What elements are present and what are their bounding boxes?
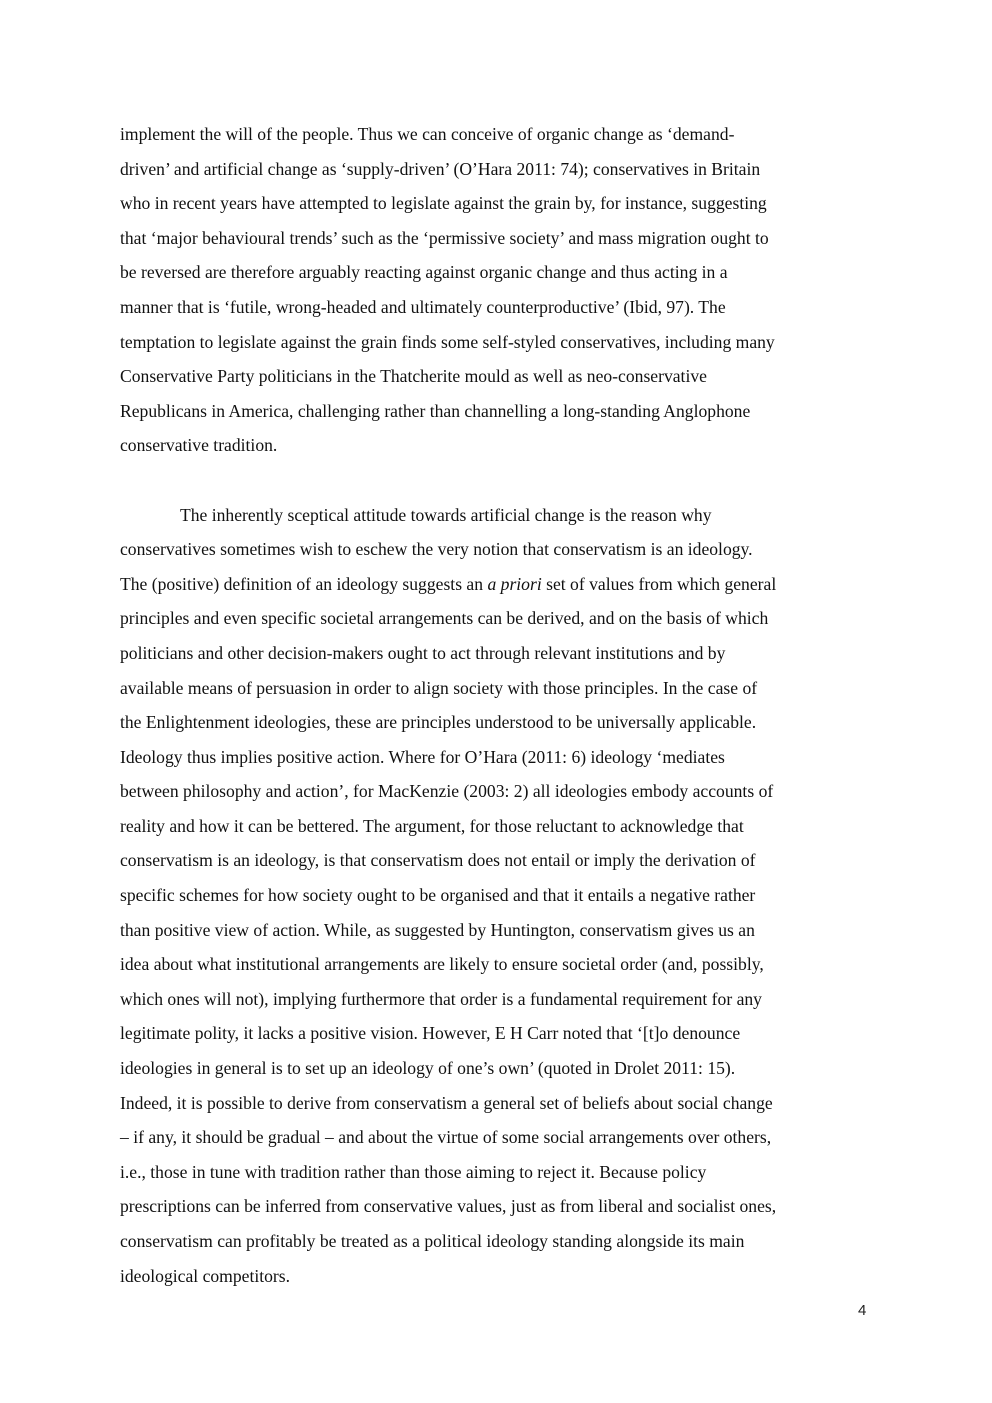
text-line-with-italic bbox=[120, 567, 868, 602]
paragraph-spacer bbox=[120, 463, 868, 498]
text-line: politicians and other decision-makers ought to act through relevant institutions and by bbox=[120, 642, 726, 663]
text-line: – if any, it should be gradual – and about the virtue of some social arrangements over others, bbox=[120, 1127, 772, 1148]
paragraph-2 bbox=[120, 498, 868, 1294]
text-line: which ones will not), implying furthermore that order is a fundamental requirement for any bbox=[120, 988, 762, 1009]
text-line: the Enlightenment ideologies, these are principles understood to be universally applicable. bbox=[120, 712, 757, 733]
text-fragment: set of values from which general bbox=[541, 573, 777, 594]
text-line: between philosophy and action’, for MacKenzie (2003: 2) all ideologies embody accounts of bbox=[120, 781, 774, 802]
text-line: Ideology thus implies positive action. Where for O’Hara (2011: 6) ideology ‘mediates bbox=[120, 746, 725, 767]
text-line: conservatism is an ideology, is that conservatism does not entail or imply the derivation of bbox=[120, 850, 756, 871]
text-line: specific schemes for how society ought to be organised and that it entails a negative rather bbox=[120, 885, 756, 906]
text-line: legitimate polity, it lacks a positive vision. However, E H Carr noted that ‘[t]o denounce bbox=[120, 1023, 741, 1044]
text-line: driven’ and artificial change as ‘supply-driven’ (O’Hara 2011: 74); conservatives in Britain bbox=[120, 158, 761, 179]
text-line: conservatives sometimes wish to eschew the very notion that conservatism is an ideology. bbox=[120, 539, 753, 560]
text-line: reality and how it can be bettered. The argument, for those reluctant to acknowledge that bbox=[120, 815, 744, 836]
text-line: implement the will of the people. Thus we can conceive of organic change as ‘demand- bbox=[120, 124, 735, 144]
text-line: available means of persuasion in order to align society with those principles. In the case of bbox=[120, 677, 758, 698]
body-text bbox=[120, 117, 868, 1293]
text-line: prescriptions can be inferred from conservative values, just as from liberal and socialist ones, bbox=[120, 1196, 777, 1217]
text-line: conservatism can profitably be treated as a political ideology standing alongside its main bbox=[120, 1231, 745, 1251]
text-fragment: The (positive) definition of an ideology suggests an bbox=[120, 573, 488, 594]
text-line: ideologies in general is to set up an ideology of one’s own’ (quoted in Drolet 2011: 15). bbox=[120, 1058, 736, 1079]
paragraph-1 bbox=[120, 117, 868, 463]
text-line: temptation to legislate against the grain finds some self-styled conservatives, including many bbox=[120, 331, 775, 352]
text-line: that ‘major behavioural trends’ such as the ‘permissive society’ and mass migration ought to bbox=[120, 227, 769, 248]
text-line: idea about what institutional arrangements are likely to ensure societal order (and, possibly, bbox=[120, 954, 764, 975]
text-line: i.e., those in tune with tradition rather than those aiming to reject it. Because policy bbox=[120, 1161, 707, 1182]
text-line: be reversed are therefore arguably reacting against organic change and thus acting in a bbox=[120, 262, 728, 283]
text-line: The inherently sceptical attitude towards artificial change is the reason why bbox=[180, 504, 712, 525]
text-line: Conservative Party politicians in the Thatcherite mould as well as neo-conservative bbox=[120, 366, 707, 387]
italic-phrase: a priori bbox=[487, 573, 542, 594]
text-line: than positive view of action. While, as suggested by Huntington, conservatism gives us an bbox=[120, 919, 755, 940]
text-line: Republicans in America, challenging rather than channelling a long-standing Anglophone bbox=[120, 400, 751, 421]
page-number: 4 bbox=[858, 1302, 867, 1319]
text-line: principles and even specific societal arrangements can be derived, and on the basis of which bbox=[120, 608, 769, 629]
text-line: who in recent years have attempted to legislate against the grain by, for instance, suggesting bbox=[120, 193, 767, 214]
text-line: ideological competitors. bbox=[120, 1265, 291, 1286]
text-line: Indeed, it is possible to derive from conservatism a general set of beliefs about social change bbox=[120, 1092, 773, 1113]
text-line: manner that is ‘futile, wrong-headed and ultimately counterproductive’ (Ibid, 97). The bbox=[120, 296, 726, 317]
text-line: conservative tradition. bbox=[120, 435, 278, 456]
